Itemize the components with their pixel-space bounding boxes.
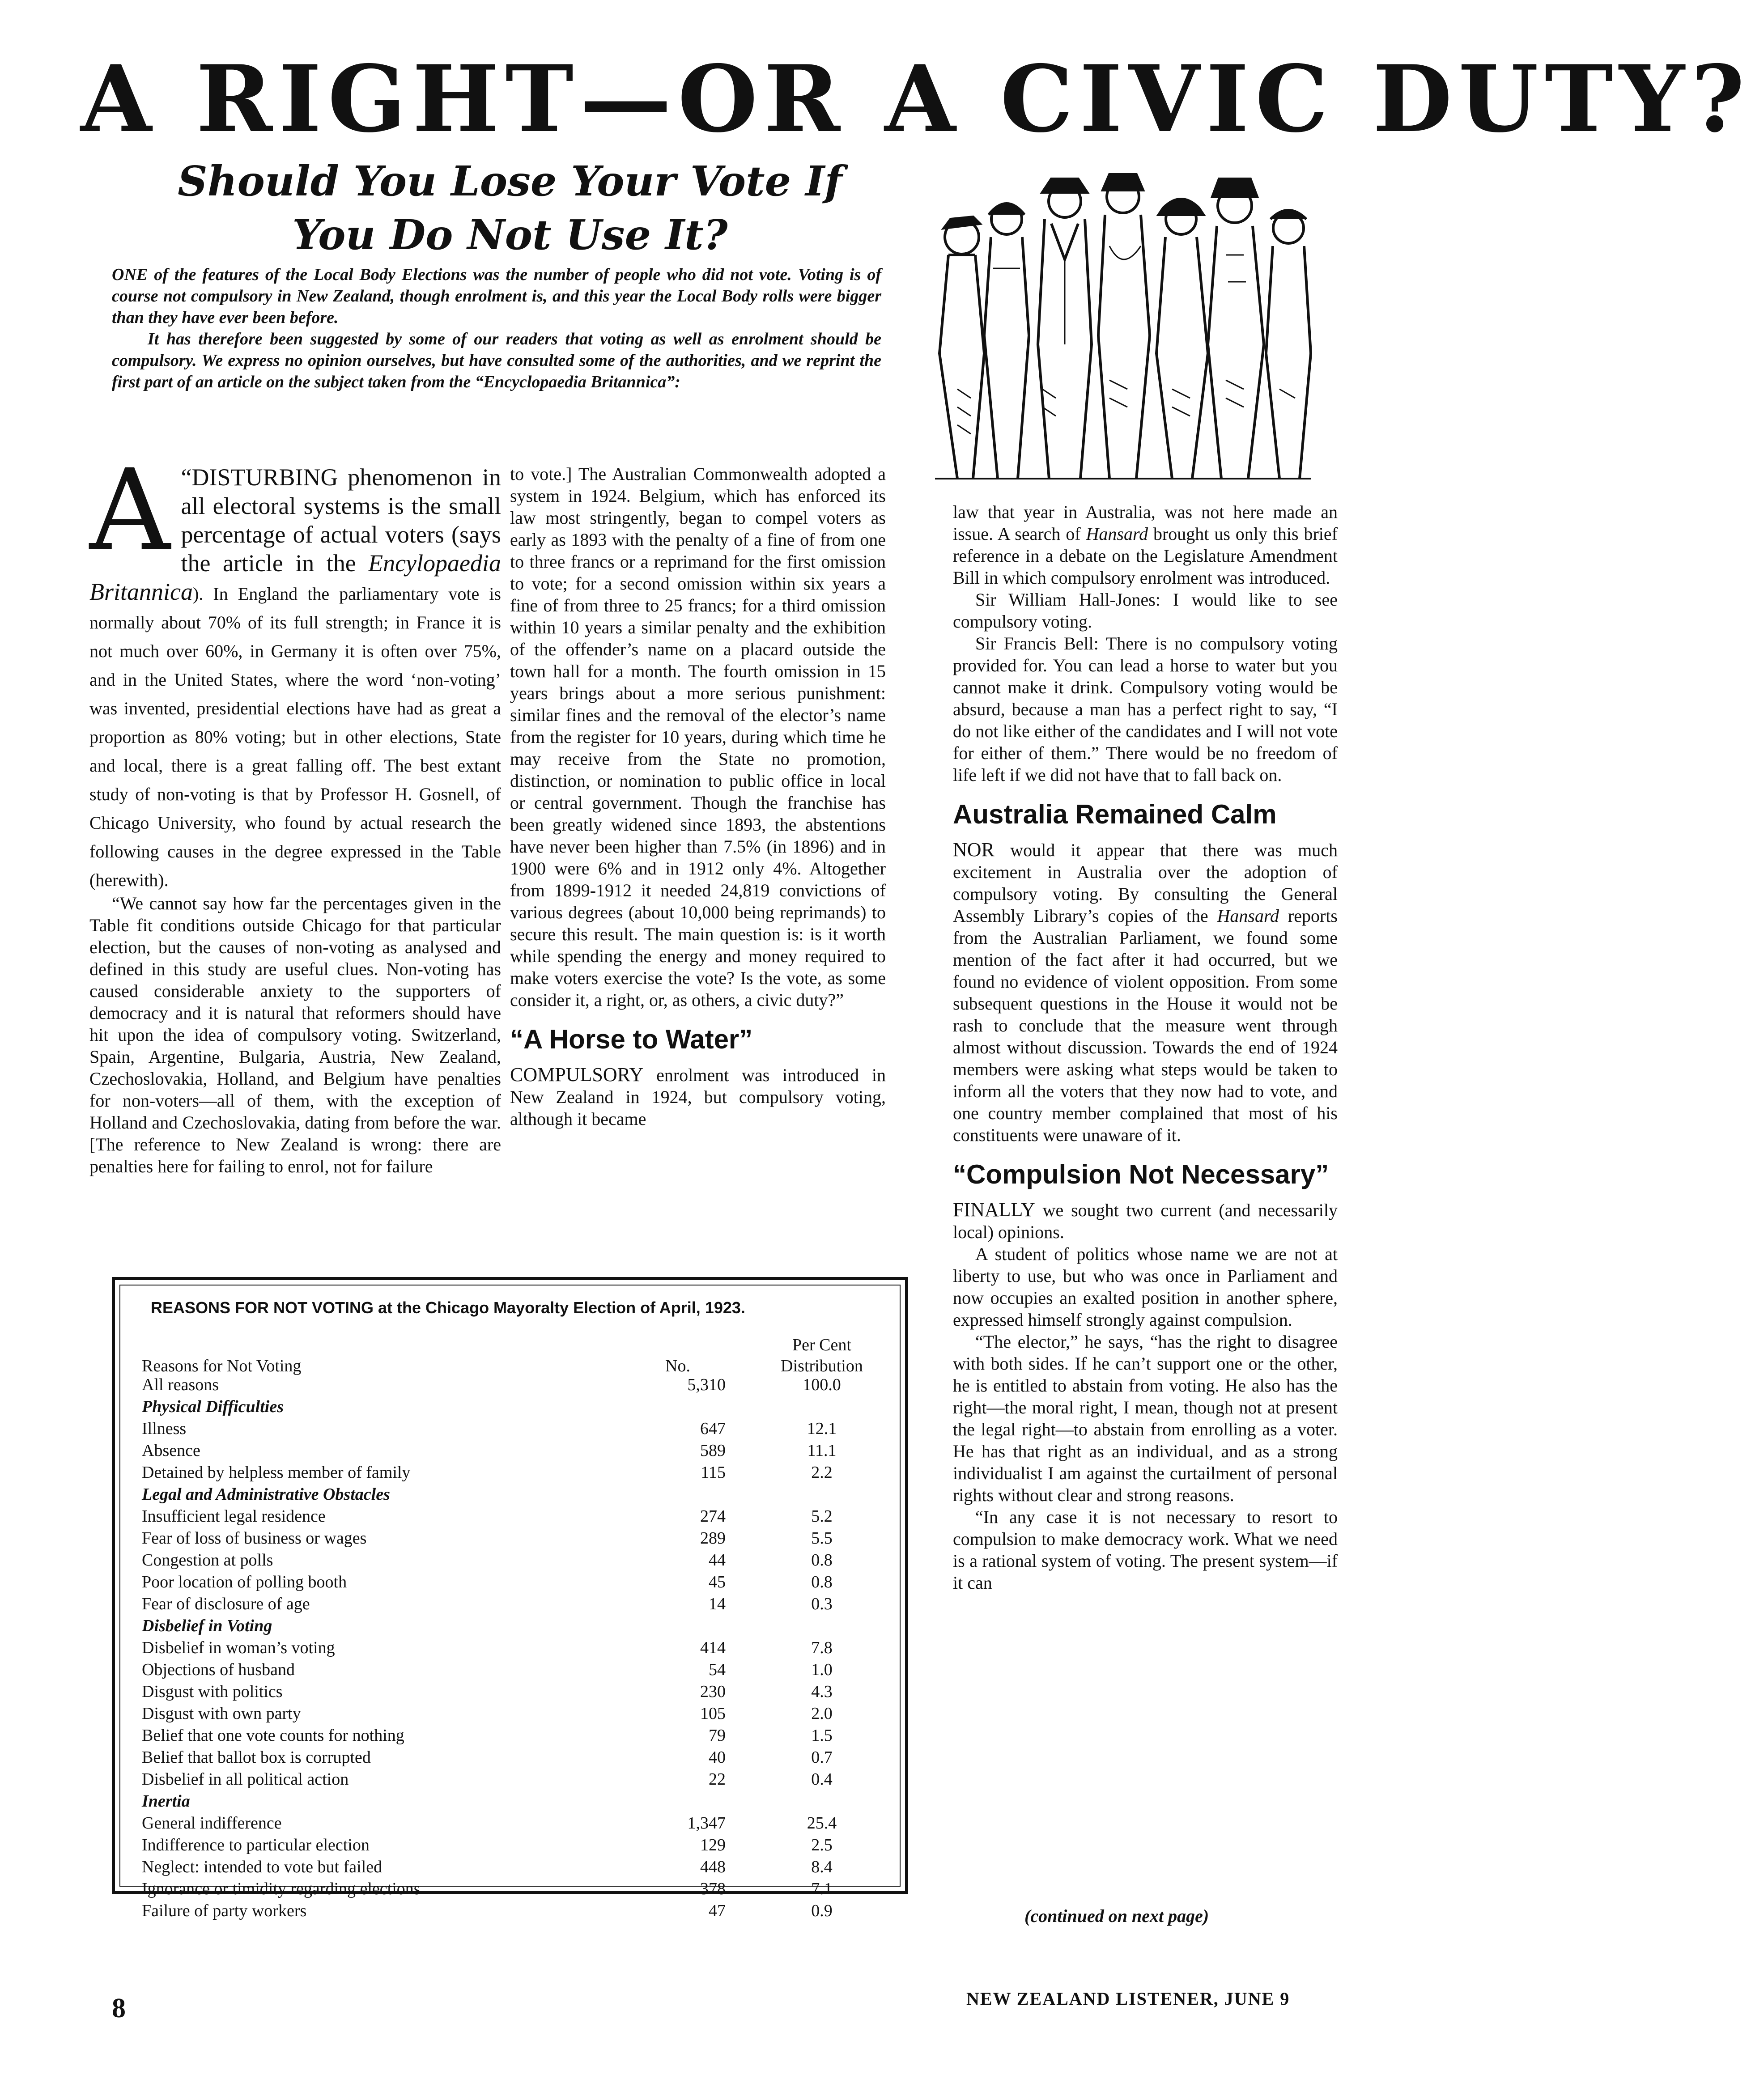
table-row — [142, 1834, 902, 1856]
subheadline-line-1: Should You Lose Your Vote If — [178, 157, 842, 205]
row-label: Insufficient legal residence — [142, 1507, 326, 1526]
row-number: 115 — [701, 1463, 726, 1482]
row-percent: 5.5 — [811, 1529, 833, 1548]
hall-jones-quote: Sir William Hall-Jones: I would like to see compulsory voting. — [953, 590, 1338, 632]
row-percent: 1.0 — [811, 1660, 833, 1679]
row-number: 647 — [700, 1419, 726, 1438]
row-label: Objections of husband — [142, 1660, 295, 1679]
row-label: Legal and Administrative Obstacles — [142, 1485, 390, 1504]
table-row — [142, 1747, 902, 1769]
row-label: Illness — [142, 1419, 187, 1438]
row-number: 14 — [709, 1595, 726, 1613]
row-label: Disbelief in all political action — [142, 1770, 349, 1789]
australia-paragraph — [953, 839, 1338, 1146]
row-label: Ignorance or timidity regarding elections — [142, 1879, 421, 1898]
row-label: Indifference to particular election — [142, 1836, 370, 1854]
table-row — [142, 1374, 902, 1396]
header-number: No. — [665, 1357, 690, 1375]
row-number: 79 — [709, 1726, 726, 1745]
row-label: Disgust with politics — [142, 1682, 283, 1701]
row-number: 40 — [709, 1748, 726, 1767]
row-percent: 2.2 — [811, 1463, 833, 1482]
table-row — [142, 1571, 902, 1593]
row-percent: 1.5 — [811, 1726, 833, 1745]
row-label: Poor location of polling booth — [142, 1573, 347, 1591]
section-heading-australia: Australia Remained Calm — [953, 799, 1277, 829]
table-row — [142, 1637, 902, 1659]
header-percent-1: Per Cent — [792, 1336, 851, 1354]
table-row — [142, 1812, 902, 1834]
lead-paragraph — [89, 445, 501, 892]
row-percent: 0.3 — [811, 1595, 833, 1613]
table-row — [142, 1440, 902, 1462]
table-row — [142, 1527, 902, 1549]
lead-text-end: ). In England the parliamentary vote is normally about 70% of its full strength; in France it is not much over 60%, in Germany it is often over 75%, and in the United States, where the word ‘non-voting’ was invented, presidential elections have had as great a proportion as 80% voting; but in other elections, State and local, there is a great falling off. The best extant study of non-voting is that by Professor H. Gosnell, of Chicago University, who found by actual research the following causes in the degree expressed in the Table (herewith). — [89, 584, 501, 890]
table-category-row — [142, 1615, 902, 1637]
table-title: REASONS FOR NOT VOTING at the Chicago Mayoralty Election of April, 1923. — [151, 1298, 745, 1317]
table-row — [142, 1462, 902, 1484]
row-number: 230 — [700, 1682, 726, 1701]
hansard-text-pre: law that year in Australia, was not here made an issue. A search of — [953, 502, 1338, 544]
compulsion-paragraph: “In any case it is not necessary to resort to compulsion to make democracy work. What we need is a rational system of voting. The present system—if it can — [953, 1507, 1338, 1593]
row-percent: 0.7 — [811, 1748, 833, 1767]
row-number: 54 — [709, 1660, 726, 1679]
student-paragraph: A student of politics whose name we are not at liberty to use, but who was once in Parliament and now occupies an exalted position in another sphere, expressed himself strongly against compulsion. — [953, 1244, 1338, 1330]
row-label: Inertia — [142, 1792, 190, 1811]
table-row — [142, 1418, 902, 1440]
row-label: Fear of disclosure of age — [142, 1595, 310, 1613]
section-heading-horse-to-water: “A Horse to Water” — [510, 1024, 753, 1054]
article-column-3 — [953, 501, 1338, 1990]
row-number: 44 — [709, 1551, 726, 1570]
table-row — [142, 1769, 902, 1790]
row-label: Belief that ballot box is corrupted — [142, 1748, 371, 1767]
drop-cap: A — [89, 445, 170, 575]
row-label: Detained by helpless member of family — [142, 1463, 411, 1482]
intro-text — [112, 264, 881, 393]
table-row — [142, 1900, 902, 1922]
small-caps-finally: FINALLY — [953, 1199, 1035, 1221]
reasons-table — [112, 1277, 908, 1920]
table-row — [142, 1725, 902, 1747]
hansard-title: Hansard — [1086, 524, 1148, 544]
row-label: Absence — [142, 1441, 200, 1460]
section-heading-compulsion: “Compulsion Not Necessary” — [953, 1159, 1329, 1189]
row-number: 129 — [700, 1836, 726, 1854]
encyclopaedia-title: Encylopaedia Britannica — [89, 550, 501, 605]
row-label: Belief that one vote counts for nothing — [142, 1726, 404, 1745]
hansard-title-2: Hansard — [1217, 906, 1279, 926]
column-2-paragraph-2-text: enrolment was introduced in New Zealand in 1924, but compulsory voting, although it became — [510, 1065, 886, 1129]
row-number: 1,347 — [687, 1814, 726, 1833]
row-percent: 2.0 — [811, 1704, 833, 1723]
table-header — [142, 1332, 902, 1376]
column-3-paragraph-1 — [953, 501, 1338, 589]
header-reasons: Reasons for Not Voting — [142, 1357, 302, 1375]
row-number: 105 — [700, 1704, 726, 1723]
row-label: Disbelief in woman’s voting — [142, 1638, 335, 1657]
row-number: 5,310 — [687, 1375, 726, 1394]
elector-quote-paragraph: “The elector,” he says, “has the right to disagree with both sides. If he can’t support one or the other, he is entitled to abstain from voting. He also has the right—the moral right, I mean, though not at present the legal right—to abstain from enrolling as a voter. He has that right as an individual, and as a strong individualist I am against the curtailment of personal rights without clear and strong reasons. — [953, 1332, 1338, 1505]
row-number: 448 — [700, 1858, 726, 1876]
column-2-paragraph-1: to vote.] The Australian Commonwealth adopted a system in 1924. Belgium, which has enforced its law most stringently, began to compel voters as early as 1893 with the penalty of a fine of from one to three francs or a reprimand for the first omission to vote; for a second omission within six years a fine of from three to 25 francs; for a third omission within 10 years a similar penalty and the exhibition of the offender’s name on a placard outside the town hall for a month. The fourth omission in 15 years brings about a more serious punishment: similar fines and the removal of the elector’s name from the register for 10 years, during which time he may receive from the State no promotion, distinction, or nomination to public office in local or central government. Though the franchise has been greatly widened since 1893, the abstentions have never been higher than 7.5% (in 1896) and in 1900 were 6% and in 1912 only 4%. Altogether from 1899-1912 it needed 24,819 convictions of various degrees (about 10,000 being reprimands) to secure this result. The main question is: is it worth while spending the energy and money required to make voters exercise the vote? Is the vote, as some consider it, a right, or, as others, a civic duty?” — [510, 464, 886, 1010]
row-label: General indifference — [142, 1814, 282, 1833]
francis-bell-quote: Sir Francis Bell: There is no compulsory voting provided for. You can lead a horse to water but you cannot make it drink. Compulsory voting would be absurd, because a man has a perfect right to say, “I do not like either of the candidates and I will not vote for either of them.” There would be no freedom of life left if we did not have that to fall back on. — [953, 633, 1338, 785]
row-percent: 0.9 — [811, 1901, 833, 1920]
row-percent: 7.1 — [811, 1879, 833, 1898]
table-row — [142, 1703, 902, 1725]
row-percent: 7.8 — [811, 1638, 833, 1657]
column-1-paragraph-2: “We cannot say how far the percentages given in the Table fit conditions outside Chicago for that particular election, but the causes of non-voting as analysed and defined in this study are useful clues. Non-voting has caused considerable anxiety to the supporters of democracy and it is natural that reformers should have hit upon the idea of compulsory voting. Switzerland, Spain, Argentine, Bulgaria, Austria, New Zealand, Czechoslovakia, Holland, and Belgium have penalties for non-voters—all of them, with the exception of Holland and Czechoslovakia, dating from before the war. [The reference to New Zealand is wrong: there are penalties here for failing to enrol, not for failure — [89, 893, 501, 1176]
row-percent: 0.8 — [811, 1551, 833, 1570]
australia-text-pre: would it appear that there was much excitement in Australia over the adoption of compulsory voting. By consulting the General Assembly Library’s copies of the — [953, 840, 1338, 926]
article-column-1 — [89, 445, 501, 1214]
lead-text: DISTURBING phenomenon in all electoral systems is the small percentage of actual voters (says the article in the — [181, 464, 501, 577]
continued-notice: (continued on next page) — [1024, 1906, 1209, 1926]
table-category-row — [142, 1396, 902, 1418]
row-number: 274 — [700, 1507, 726, 1526]
opening-quote: “ — [181, 464, 192, 491]
row-percent: 2.5 — [811, 1836, 833, 1854]
intro-paragraph-1: ONE of the features of the Local Body Elections was the number of people who did not vote. Voting is of course not compulsory in New Zealand, though enrolment is, and this year the Local Body rolls were bigger than they have ever been before. — [112, 265, 881, 327]
column-2-paragraph-2 — [510, 1064, 886, 1130]
row-label: All reasons — [142, 1375, 219, 1394]
table-row — [142, 1506, 902, 1527]
row-percent: 12.1 — [807, 1419, 837, 1438]
row-percent: 5.2 — [811, 1507, 833, 1526]
subheadline — [85, 154, 935, 262]
crowd-illustration — [931, 165, 1315, 488]
table-body — [142, 1374, 902, 1922]
table-row — [142, 1681, 902, 1703]
row-percent: 0.4 — [811, 1770, 833, 1789]
row-label: Fear of loss of business or wages — [142, 1529, 367, 1548]
row-label: Neglect: intended to vote but failed — [142, 1858, 382, 1876]
headline: A RIGHT—OR A CIVIC DUTY? — [81, 46, 1751, 153]
table-row — [142, 1659, 902, 1681]
masthead-footer: NEW ZEALAND LISTENER, JUNE 9 — [966, 1989, 1290, 2009]
article-column-2 — [510, 463, 886, 1219]
row-number: 378 — [700, 1879, 726, 1898]
finally-text: we sought two current (and necessarily local) opinions. — [953, 1200, 1338, 1242]
small-caps-nor: NOR — [953, 839, 994, 861]
row-percent: 4.3 — [811, 1682, 833, 1701]
row-number: 589 — [700, 1441, 726, 1460]
small-caps-lead: COMPULSORY — [510, 1064, 644, 1086]
intro-paragraph-2: It has therefore been suggested by some of our readers that voting as well as enrolment should be compulsory. We express no opinion ourselves, but have consulted some of the authorities, and we reprint the first part of an article on the subject taken from the “Encyclopaedia Britannica”: — [112, 330, 881, 391]
row-percent: 100.0 — [803, 1375, 841, 1394]
row-label: Failure of party workers — [142, 1901, 307, 1920]
row-number: 414 — [700, 1638, 726, 1657]
table-category-row — [142, 1790, 902, 1812]
row-percent: 25.4 — [807, 1814, 837, 1833]
table-row — [142, 1856, 902, 1878]
row-percent: 8.4 — [811, 1858, 833, 1876]
row-number: 47 — [709, 1901, 726, 1920]
row-label: Disgust with own party — [142, 1704, 301, 1723]
subheadline-line-2: You Do Not Use It? — [292, 211, 728, 259]
row-label: Physical Difficulties — [142, 1397, 284, 1416]
page-number: 8 — [112, 1993, 126, 2024]
row-percent: 11.1 — [807, 1441, 837, 1460]
table-row — [142, 1593, 902, 1615]
row-percent: 0.8 — [811, 1573, 833, 1591]
australia-text-post: reports from the Australian Parliament, we found some mention of the fact after it had occurred, but we found no evidence of violent opposition. From some subsequent questions in the House it would not be rash to conclude that the measure went through almost without discussion. Towards the end of 1924 members were asking what steps would be taken to inform all the voters that they now had to vote, and one country member complained that most of his constituents were unaware of it. — [953, 906, 1338, 1145]
row-label: Disbelief in Voting — [142, 1616, 272, 1635]
table-category-row — [142, 1484, 902, 1506]
row-number: 289 — [700, 1529, 726, 1548]
hansard-text-post: brought us only this brief reference in a debate on the Legislature Amendment Bill in which compulsory enrolment was introduced. — [953, 524, 1338, 588]
row-label: Congestion at polls — [142, 1551, 273, 1570]
finally-paragraph — [953, 1199, 1338, 1243]
table-row — [142, 1878, 902, 1900]
header-percent-2: Distribution — [781, 1357, 863, 1375]
row-number: 45 — [709, 1573, 726, 1591]
row-number: 22 — [709, 1770, 726, 1789]
table-row — [142, 1549, 902, 1571]
